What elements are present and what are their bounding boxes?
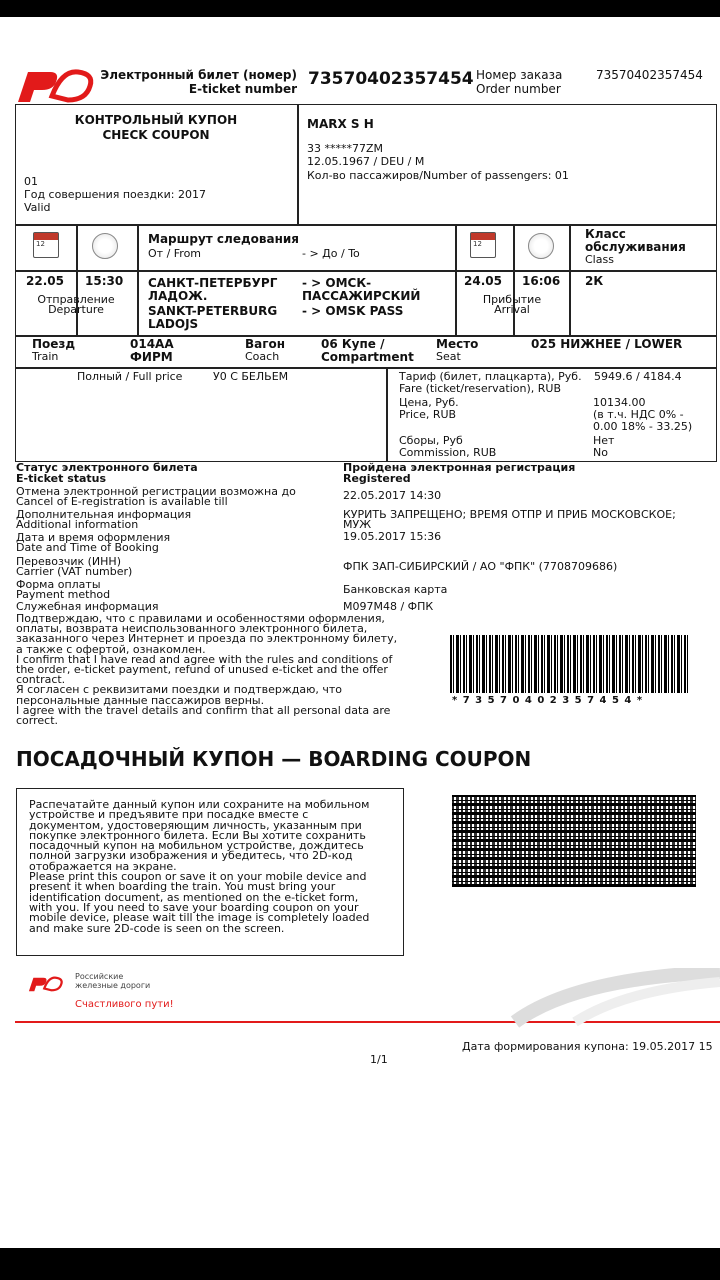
terms-line: I agree with the travel details and confirm that all personal data are (16, 703, 391, 717)
status-value-ru: Пройдена электронная регистрация (343, 461, 576, 474)
seat-value: 025 НИЖНЕЕ / LOWER (531, 337, 683, 351)
from-station-en-2: LADOJS (148, 317, 199, 331)
carrier-value: ФПК ЗАП-СИБИРСКИЙ / АО "ФПК" (7708709686) (343, 560, 618, 573)
terms-line: correct. (16, 714, 59, 728)
coupon-generated-date: Дата формирования купона: 19.05.2017 15 (462, 1040, 713, 1053)
order-number: 73570402357454 (596, 68, 703, 82)
carrier-label-en: Carrier (VAT number) (16, 565, 133, 578)
vat-line-1: (в т.ч. НДС 0% - (593, 408, 684, 421)
seat-label-en: Seat (436, 350, 461, 363)
fare-values: 5949.6 / 4184.4 (594, 370, 682, 383)
booking-label-en: Date and Time of Booking (16, 541, 159, 554)
cancel-value: 22.05.2017 14:30 (343, 489, 442, 502)
departure-calendar-icon (33, 232, 59, 258)
instruction-line: Please print this coupon or save it on your mobile device and (29, 870, 367, 884)
instruction-line: and make sure 2D-code is seen on the screen. (29, 921, 285, 935)
calendar-num: 12 (473, 240, 482, 248)
slogan: Счастливого пути! (75, 999, 174, 1010)
service-info-value: М097М48 / ФПК (343, 600, 434, 613)
to-station-en: - > OMSK PASS (302, 304, 404, 318)
check-coupon-title-ru: КОНТРОЛЬНЫЙ КУПОН (74, 113, 238, 127)
instruction-line: документом, удостоверяющим личность, указанным при (29, 818, 362, 832)
rzd-logo-icon (16, 66, 96, 106)
arrival-label-en: Arrival (494, 303, 530, 316)
from-label: От / From (148, 247, 202, 260)
terms-block (16, 614, 397, 726)
payment-value: Банковская карта (343, 583, 448, 596)
instruction-line: Распечатайте данный купон или сохраните на мобильном (29, 798, 370, 811)
status-label-ru: Статус электронного билета (16, 461, 198, 474)
coach-label-ru: Вагон (245, 337, 286, 351)
arrival-date: 24.05 (464, 274, 502, 288)
status-bar (0, 0, 720, 17)
calendar-num: 12 (36, 240, 45, 248)
instruction-line: with you. If you need to save your boarding coupon on your (29, 900, 359, 914)
commission-label-en: Commission, RUB (399, 446, 497, 459)
price-value: 10134.00 (593, 396, 646, 409)
terms-line: Я согласен с реквизитами поездки и подтверждаю, что (16, 683, 343, 697)
train-label-en: Train (32, 350, 59, 363)
cancel-label-ru: Отмена электронной регистрации возможна до (16, 485, 296, 498)
terms-line: а также с офертой, ознакомлен. (16, 642, 206, 656)
commission-label-ru: Сборы, Руб (399, 434, 463, 447)
arrival-time: 16:06 (522, 274, 561, 288)
passenger-birth: 12.05.1967 / DEU / M (307, 155, 425, 168)
service-class: У0 С БЕЛЬЕМ (213, 370, 289, 383)
price-label-en: Price, RUB (399, 408, 457, 421)
carrier-label-ru: Перевозчик (ИНН) (16, 555, 121, 568)
cancel-label-en: Cancel of E-registration is available till (16, 495, 228, 508)
eticket-number: 73570402357454 (308, 69, 474, 89)
terms-line: Подтверждаю, что с правилами и особенностями оформления, (16, 612, 385, 625)
company-name-2: железные дороги (75, 981, 151, 990)
full-price: Полный / Full price (77, 370, 183, 383)
navigation-bar (0, 1248, 720, 1280)
train-label-ru: Поезд (32, 337, 76, 351)
company-name-1: Российские (75, 972, 124, 981)
to-label: - > До / To (302, 247, 360, 260)
2d-barcode (452, 795, 696, 887)
booking-label-ru: Дата и время оформления (16, 531, 171, 544)
trip-year: Год совершения поездки: 2017 (24, 188, 206, 201)
order-label-ru: Номер заказа (476, 68, 563, 82)
class-label-2: обслуживания (585, 240, 686, 254)
seat-label-ru: Место (436, 337, 479, 351)
order-label-en: Order number (476, 82, 561, 96)
status-value-en: Registered (343, 472, 411, 485)
arrival-calendar-icon (470, 232, 496, 258)
status-label-en: E-ticket status (16, 472, 107, 485)
additional-label-ru: Дополнительная информация (16, 508, 192, 521)
instruction-line: mobile device, please wait till the image is completely loaded (29, 911, 370, 925)
from-station-en-1: SANKT-PETERBURG (148, 304, 278, 318)
payment-label-en: Payment method (16, 588, 111, 601)
coach-value: 06 Купе / (321, 337, 385, 351)
rzd-logo (16, 66, 96, 106)
additional-value-1: КУРИТЬ ЗАПРЕЩЕНО; ВРЕМЯ ОТПР И ПРИБ МОСКОВСКОЕ; (343, 508, 676, 521)
additional-value-2: МУЖ (343, 518, 372, 531)
passenger-count: Кол-во пассажиров/Number of passengers: 01 (307, 169, 569, 182)
terms-line: I confirm that I have read and agree with the rules and conditions of (16, 652, 393, 666)
instruction-line: полной загрузки изображения и убедитесь, что 2D-код (29, 849, 353, 863)
departure-time: 15:30 (85, 274, 124, 288)
boarding-title: ПОСАДОЧНЫЙ КУПОН — BOARDING COUPON (16, 747, 532, 771)
instruction-line: identification document, as mentioned on the e-ticket form, (29, 890, 359, 904)
terms-line: оплаты, возврата неиспользованного электронного билета, (16, 622, 368, 636)
eticket-label-en: E-ticket number (188, 82, 297, 96)
eticket-label-ru: Электронный билет (номер) (100, 68, 297, 82)
barcode-digits: * 7 3 5 7 0 4 0 2 3 5 7 4 5 4 * (452, 695, 644, 706)
departure-label-en: Departure (48, 303, 104, 316)
boarding-instructions (29, 800, 399, 934)
class-label-1: Класс (585, 227, 626, 241)
price-label-ru: Цена, Руб. (399, 396, 459, 409)
instruction-line: отображается на экране. (29, 859, 177, 873)
instruction-line: устройстве и предъявите при посадке вместе с (29, 808, 309, 822)
instruction-line: посадочный купон на мобильном устройстве, дождитесь (29, 839, 364, 853)
service-info-label: Служебная информация (16, 600, 159, 613)
terms-line: the order, e-ticket payment, refund of unused e-ticket and the offer (16, 663, 388, 677)
fare-label-ru: Тариф (билет, плацкарта), Руб. (399, 370, 582, 383)
to-station-ru-1: - > ОМСК- (302, 276, 372, 290)
booking-value: 19.05.2017 15:36 (343, 530, 442, 543)
passenger-name: MARX S H (307, 117, 374, 131)
footer-swoosh (15, 968, 720, 1028)
instruction-line: покупке электронного билета. Если Вы хотите сохранить (29, 828, 366, 842)
arrival-clock-icon (528, 233, 554, 259)
departure-label-ru: Отправление (37, 293, 115, 306)
linear-barcode (450, 635, 690, 693)
terms-line: заказанного через Интернет и проезда по электронному билету, (16, 632, 398, 646)
commission-value-en: No (593, 446, 608, 459)
page-number: 1/1 (370, 1053, 388, 1066)
to-station-ru-2: ПАССАЖИРСКИЙ (302, 289, 421, 303)
route-label: Маршрут следования (148, 232, 299, 246)
vat-line-2: 0.00 18% - 33.25) (593, 420, 693, 433)
from-station-ru-1: САНКТ-ПЕТЕРБУРГ (148, 276, 278, 290)
coach-label-en: Coach (245, 350, 280, 363)
fare-label-en: Fare (ticket/reservation), RUB (399, 382, 561, 395)
coach-type: Compartment (321, 350, 414, 364)
train-name: ФИРМ (130, 350, 173, 364)
payment-label-ru: Форма оплаты (16, 578, 101, 591)
passenger-document: 33 *****77ZM (307, 142, 384, 155)
instruction-line: present it when boarding the train. You must bring your (29, 880, 336, 894)
from-station-ru-2: ЛАДОЖ. (148, 289, 208, 303)
departure-clock-icon (92, 233, 118, 259)
arrival-label-ru: Прибытие (482, 293, 542, 306)
class-value: 2К (585, 274, 604, 288)
train-number: 014АА (130, 337, 174, 351)
terms-line: персональные данные пассажиров верны. (16, 693, 265, 707)
commission-value-ru: Нет (593, 434, 615, 447)
check-coupon-title-en: CHECK COUPON (102, 128, 210, 142)
valid-label: Valid (24, 201, 51, 214)
class-label-en: Class (585, 253, 614, 266)
coupon-code: 01 (24, 175, 38, 188)
departure-date: 22.05 (26, 274, 64, 288)
terms-line: contract. (16, 673, 66, 687)
additional-label-en: Additional information (16, 518, 139, 531)
